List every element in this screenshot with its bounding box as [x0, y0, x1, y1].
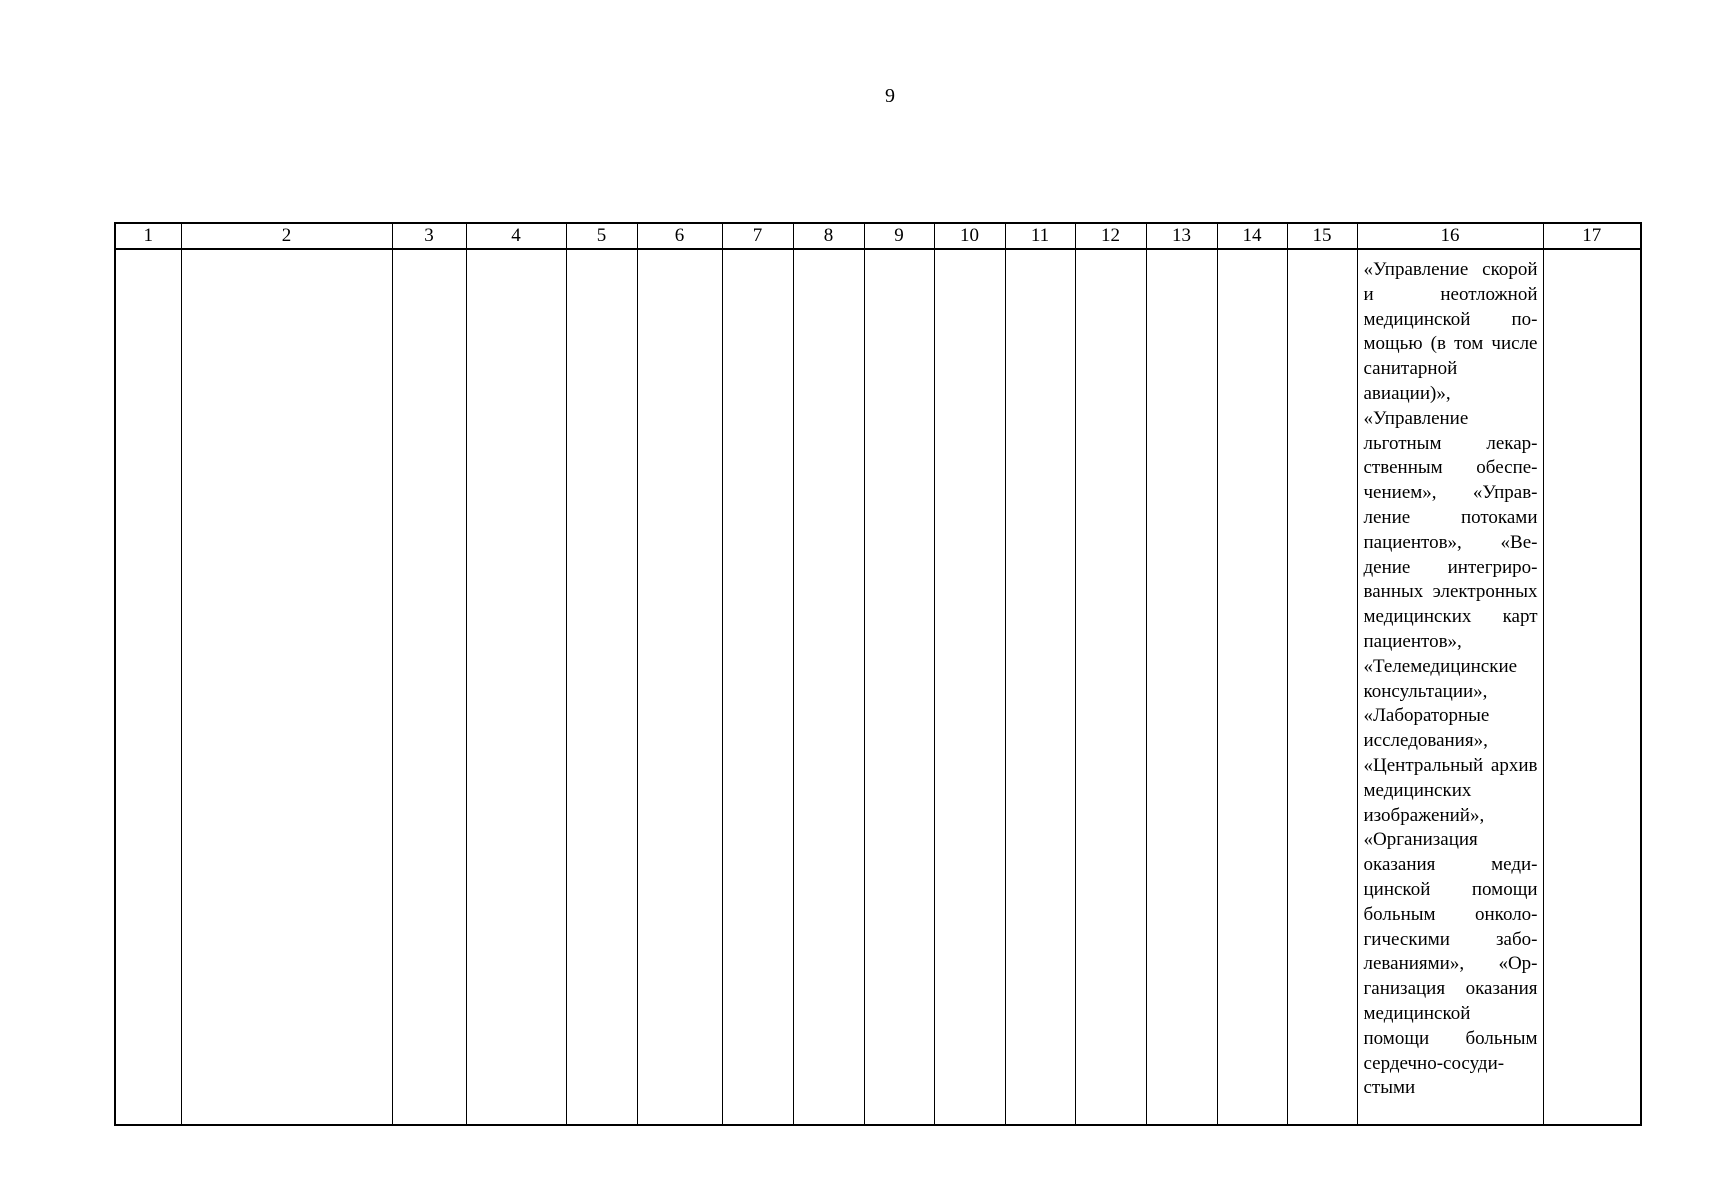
column-header-16: 16: [1357, 223, 1543, 249]
cell-col-6: [637, 249, 722, 1125]
column-header-5: 5: [566, 223, 637, 249]
column-header-17: 17: [1543, 223, 1641, 249]
column-header-7: 7: [722, 223, 793, 249]
column-header-4: 4: [466, 223, 566, 249]
column-header-8: 8: [793, 223, 864, 249]
cell-col-5: [566, 249, 637, 1125]
data-table: [114, 222, 1642, 1126]
column-header-14: 14: [1217, 223, 1287, 249]
table-row: [115, 249, 1641, 1125]
cell-col-2: [181, 249, 392, 1125]
cell-col-9: [864, 249, 934, 1125]
cell-text-col-16: «Управление скорой и неотложной медицинской помощью (в том числе санитарной авиации)», «Управление льготным лекарственным обеспечением», «Управление потоками пациентов», «Ведение интегрированных электронных медицинских карт пациентов», «Телемедицинские консультации», «Лабораторные исследования», «Центральный архив медицинских изображений», «Организация оказания медицинской помощи больным онкологическими заболеваниями», «Организация оказания медицинской помощи больным сердечно-сосудистыми: [1363, 259, 1538, 1099]
column-header-3: 3: [392, 223, 466, 249]
cell-col-15: [1287, 249, 1357, 1125]
cell-col-7: [722, 249, 793, 1125]
column-header-1: 1: [115, 223, 181, 249]
column-header-15: 15: [1287, 223, 1357, 249]
cell-col-12: [1075, 249, 1146, 1125]
column-header-11: 11: [1005, 223, 1075, 249]
column-header-13: 13: [1146, 223, 1217, 249]
column-header-9: 9: [864, 223, 934, 249]
page-number: 9: [885, 85, 895, 107]
column-header-10: 10: [934, 223, 1005, 249]
column-header-2: 2: [181, 223, 392, 249]
column-header-12: 12: [1075, 223, 1146, 249]
cell-col-14: [1217, 249, 1287, 1125]
header-row: [115, 223, 1641, 249]
cell-col-16: [1357, 249, 1543, 1125]
cell-col-11: [1005, 249, 1075, 1125]
cell-col-3: [392, 249, 466, 1125]
cell-col-1: [115, 249, 181, 1125]
cell-col-10: [934, 249, 1005, 1125]
cell-col-13: [1146, 249, 1217, 1125]
column-header-6: 6: [637, 223, 722, 249]
cell-col-17: [1543, 249, 1641, 1125]
cell-col-8: [793, 249, 864, 1125]
cell-col-4: [466, 249, 566, 1125]
